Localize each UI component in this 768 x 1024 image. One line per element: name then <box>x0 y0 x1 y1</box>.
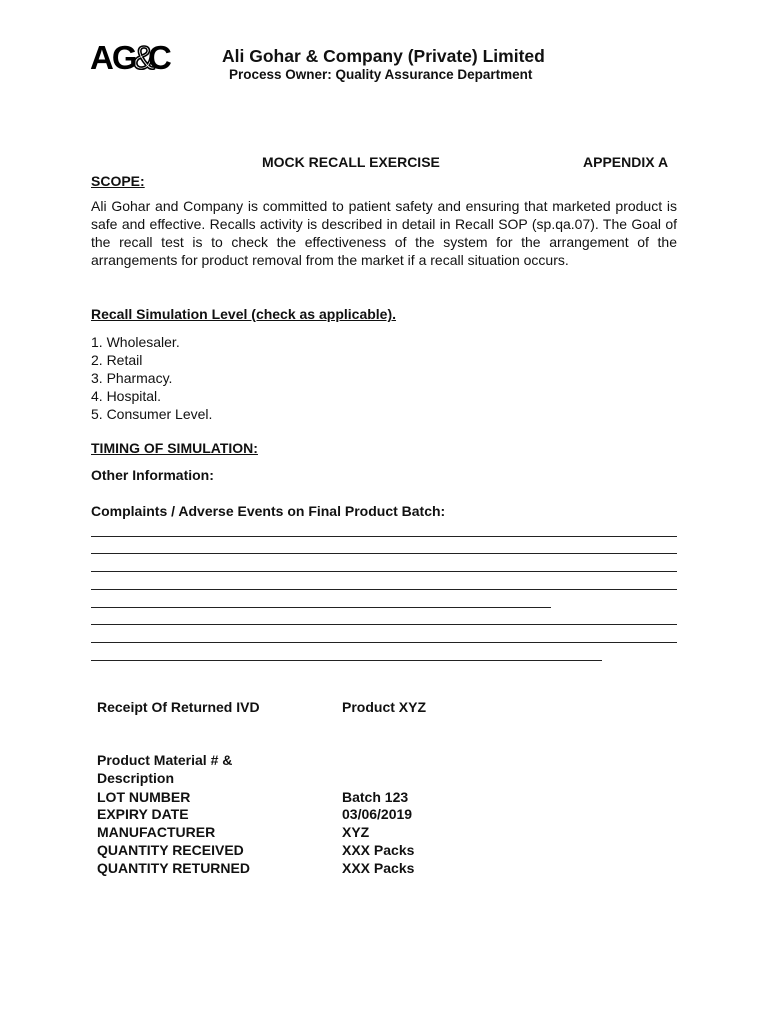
quantity-returned-label: QUANTITY RETURNED <box>97 860 250 876</box>
fill-in-line[interactable] <box>91 607 551 608</box>
complaints-label: Complaints / Adverse Events on Final Product Batch: <box>91 503 446 519</box>
fill-in-line[interactable] <box>91 536 677 537</box>
svg-text:C: C <box>148 40 170 74</box>
receipt-label: Receipt Of Returned IVD <box>97 699 260 715</box>
level-item-wholesaler: 1. Wholesaler. <box>91 334 180 350</box>
fill-in-line[interactable] <box>91 589 677 590</box>
document-title: MOCK RECALL EXERCISE <box>262 154 440 170</box>
scope-paragraph: Ali Gohar and Company is committed to patient safety and ensuring that marketed product is safe and effective. Recalls activity is described in detail in Recall SOP (sp.qa.07). The Goal of the recall test is to check the effectiveness of the system for the arrangement of the arrangements for product removal from the market if a recall situation occurs. <box>91 198 677 268</box>
manufacturer-value: XYZ <box>342 824 370 840</box>
manufacturer-label: MANUFACTURER <box>97 824 216 840</box>
timing-heading: TIMING OF SIMULATION: <box>91 440 258 456</box>
svg-text:AG: AG <box>90 40 136 74</box>
level-item-pharmacy: 3. Pharmacy. <box>91 370 173 386</box>
fill-in-line[interactable] <box>91 642 677 643</box>
quantity-returned-value: XXX Packs <box>342 860 415 876</box>
simulation-level-list <box>91 333 212 423</box>
svg-text:&: & <box>133 40 154 74</box>
level-item-consumer: 5. Consumer Level. <box>91 406 213 422</box>
quantity-received-value: XXX Packs <box>342 842 415 858</box>
expiry-date-value: 03/06/2019 <box>342 806 413 822</box>
description-label: Description <box>97 770 175 786</box>
other-information-label: Other Information: <box>91 467 214 483</box>
simulation-level-heading: Recall Simulation Level (check as applicable). <box>91 306 397 322</box>
company-name: Ali Gohar & Company (Private) Limited <box>222 46 545 66</box>
process-owner: Process Owner: Quality Assurance Department <box>229 67 533 82</box>
agc-logo-icon <box>90 40 174 74</box>
fill-in-line[interactable] <box>91 660 602 661</box>
lot-number-label: LOT NUMBER <box>97 789 191 805</box>
receipt-value: Product XYZ <box>342 699 427 715</box>
quantity-received-label: QUANTITY RECEIVED <box>97 842 244 858</box>
company-logo <box>90 40 174 82</box>
fill-in-line[interactable] <box>91 553 677 554</box>
expiry-date-label: EXPIRY DATE <box>97 806 189 822</box>
fill-in-line[interactable] <box>91 571 677 572</box>
appendix-label: APPENDIX A <box>583 154 669 170</box>
fill-in-line[interactable] <box>91 624 677 625</box>
material-label: Product Material # & <box>97 752 233 768</box>
level-item-hospital: 4. Hospital. <box>91 388 162 404</box>
scope-heading: SCOPE: <box>91 173 145 189</box>
level-item-retail: 2. Retail <box>91 352 143 368</box>
lot-number-value: Batch 123 <box>342 789 409 805</box>
